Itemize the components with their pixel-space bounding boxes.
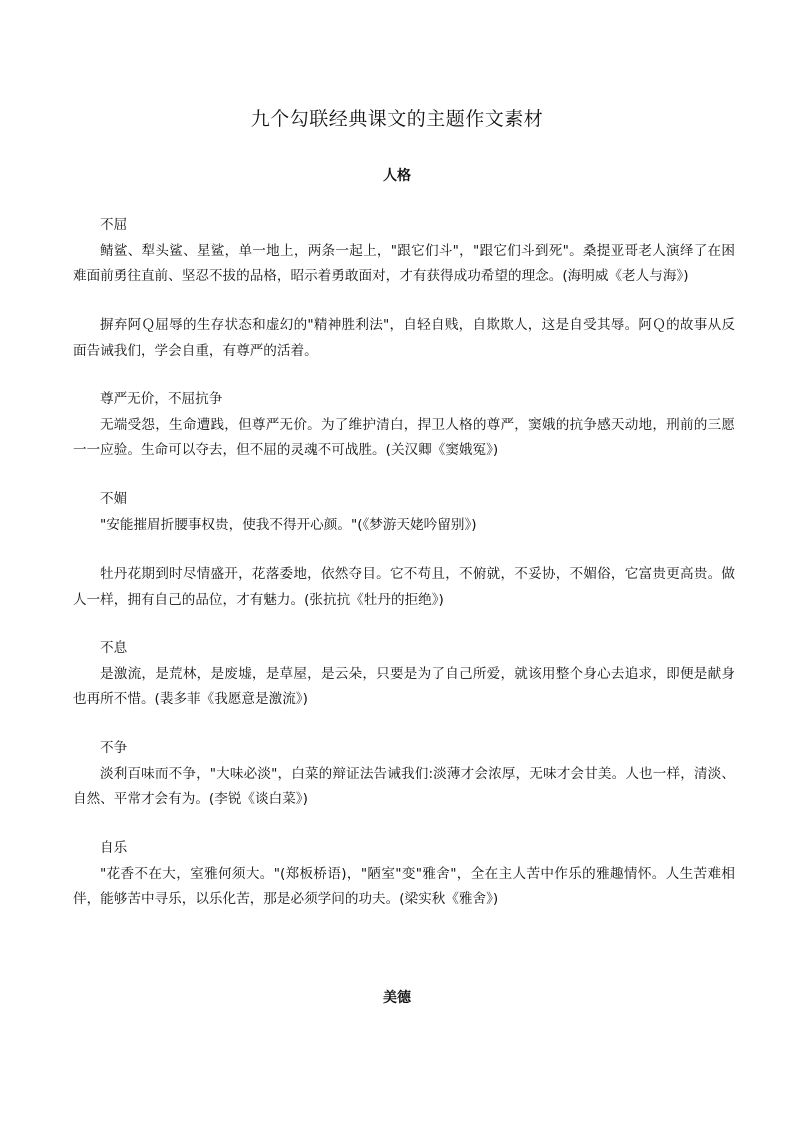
block-paragraph: 牡丹花期到时尽情盛开，花落委地，依然夺目。它不苟且，不俯就，不妥协，不媚俗，它富贵更高贵。做人一样，拥有自己的品位，才有魅力。(张抗抗《牡丹的拒绝》) (73, 566, 735, 608)
section-heading-renge: 人格 (383, 168, 411, 184)
block-subheading: 尊严无价，不屈抗争 (100, 391, 223, 407)
block-paragraph: 摒弃阿Ｑ屈辱的生存状态和虚幻的"精神胜利法"，自轻自贱，自欺欺人，这是自受其辱。阿Ｑ的故事从反面告诫我们，学会自重，有尊严的活着。 (73, 317, 735, 359)
block-subheading: 不息 (100, 640, 128, 656)
block-subheading: 不争 (100, 740, 128, 756)
block-paragraph: 是激流，是荒林，是废墟，是草屋，是云朵，只要是为了自己所爱，就该用整个身心去追求，即便是献身也再所不惜。(裴多菲《我愿意是激流》) (73, 665, 735, 707)
block-paragraph: "安能摧眉折腰事权贵，使我不得开心颜。"(《梦游天姥吟留别》) (100, 516, 477, 533)
content-block-buzheng (73, 736, 735, 813)
content-block-zunyan (73, 387, 735, 464)
document-title: 九个勾联经典课文的主题作文素材 (250, 108, 544, 130)
block-subheading: 不媚 (100, 491, 128, 507)
content-block-aq (73, 313, 735, 364)
block-subheading: 自乐 (100, 840, 128, 856)
block-paragraph: 淡利百味而不争，"大味必淡"，白菜的辩证法告诫我们:淡薄才会浓厚，无味才会甘美。人也一样，清淡、自然、平常才会有为。(李锐《谈白菜》) (73, 765, 735, 807)
content-block-mudan (73, 562, 735, 613)
content-block-buqu (73, 213, 735, 290)
block-subheading: 不屈 (100, 217, 128, 233)
block-paragraph: "花香不在大，室雅何须大。"(郑板桥语)，"陋室"变"雅舍"，全在主人苦中作乐的雅趣情怀。人生苦难相伴，能够苦中寻乐，以乐化苦，那是必须学问的功夫。(梁实秋《雅舍》) (73, 865, 735, 907)
content-block-buxi (73, 636, 735, 713)
block-paragraph: 鲭鲨、犁头鲨、星鲨，单一地上，两条一起上，"跟它们斗"，"跟它们斗到死"。桑提亚哥老人演绎了在困难面前勇往直前、坚忍不拔的品格，昭示着勇敢面对，才有获得成功希望的理念。(海明威《老人与海》) (73, 242, 735, 284)
section-heading-meide: 美德 (383, 990, 411, 1006)
block-paragraph: 无端受怨，生命遭践，但尊严无价。为了维护清白，捍卫人格的尊严，窦娥的抗争感天动地，刑前的三愿一一应验。生命可以夺去，但不屈的灵魂不可战胜。(关汉卿《窦娥冤》) (73, 416, 735, 458)
content-block-zile (73, 836, 735, 913)
content-block-bumei (73, 487, 735, 538)
